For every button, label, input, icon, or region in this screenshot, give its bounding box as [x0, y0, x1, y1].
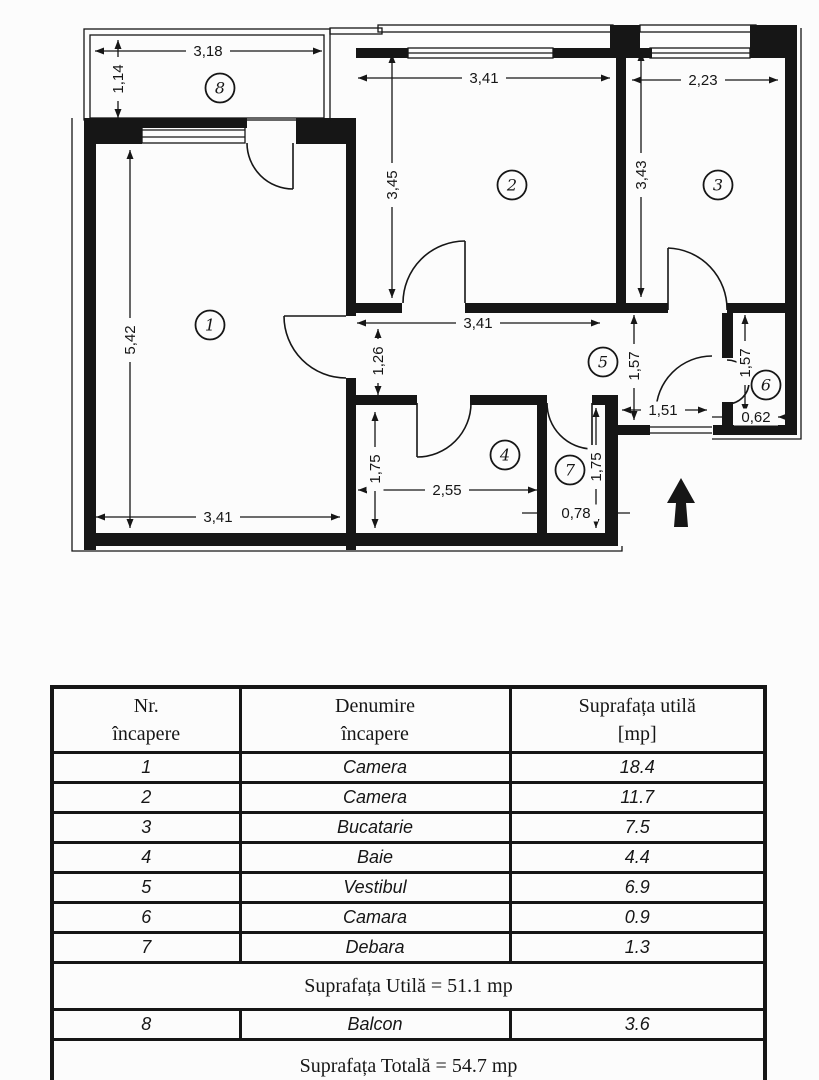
dim-debara-height: [588, 445, 606, 489]
svg-text:1,14: 1,14: [110, 64, 127, 94]
svg-text:3: 3: [712, 175, 724, 195]
svg-text:4: 4: [499, 445, 511, 465]
dimension-labels: [110, 43, 779, 527]
svg-text:7: 7: [564, 460, 576, 480]
dim-debara-width: [554, 505, 598, 523]
room-marker-1: [196, 311, 225, 340]
room1-door: [284, 316, 346, 378]
cell-name: Vestibul: [240, 873, 510, 903]
svg-text:2,55: 2,55: [432, 482, 462, 499]
table-row-balcony: [52, 1010, 765, 1040]
cell-name: Camara: [240, 903, 510, 933]
cell-area: 0.9: [510, 903, 765, 933]
dim-camara-height: [737, 341, 755, 385]
svg-text:1,57: 1,57: [737, 348, 754, 378]
cell-name: Balcon: [240, 1010, 510, 1040]
header-suprafata: Suprafața utilă [mp]: [510, 687, 765, 753]
dim-hall-height: [370, 339, 388, 383]
room-marker-5: [589, 348, 618, 377]
table-row: [52, 903, 765, 933]
cell-nr: 5: [52, 873, 240, 903]
room3-door: [668, 248, 727, 310]
room-marker-7: [556, 456, 585, 485]
dim-room3-width: [681, 72, 725, 90]
room-marker-3: [704, 171, 733, 200]
dim-lobby-height: [626, 344, 644, 388]
subtotal-text: Suprafața Utilă = 51.1 mp: [52, 963, 765, 1010]
area-table: [50, 685, 767, 1080]
table-row: [52, 843, 765, 873]
dim-room2-height: [384, 163, 402, 207]
cell-area: 11.7: [510, 783, 765, 813]
cell-nr: 4: [52, 843, 240, 873]
header-nr: Nr. încapere: [52, 687, 240, 753]
svg-text:1,75: 1,75: [588, 452, 605, 482]
svg-text:1,51: 1,51: [648, 402, 678, 419]
dim-room2-width: [462, 70, 506, 88]
header-denumire: Denumire încapere: [240, 687, 510, 753]
svg-text:2: 2: [506, 175, 518, 195]
walls: [84, 25, 797, 550]
svg-text:1,57: 1,57: [626, 351, 643, 381]
cell-nr: 1: [52, 753, 240, 783]
svg-text:8: 8: [214, 78, 226, 98]
cell-area: 18.4: [510, 753, 765, 783]
cell-area: 6.9: [510, 873, 765, 903]
dim-room3-height: [633, 153, 651, 197]
table-row: [52, 933, 765, 963]
dim-bath-height: [367, 447, 385, 491]
outlines: [72, 25, 801, 551]
cell-area: 1.3: [510, 933, 765, 963]
north-arrow-icon: [667, 478, 695, 527]
cell-name: Camera: [240, 753, 510, 783]
svg-text:0,78: 0,78: [561, 505, 591, 522]
svg-text:3,43: 3,43: [633, 160, 650, 190]
entry-door: [650, 356, 712, 433]
cell-nr: 3: [52, 813, 240, 843]
table-row: [52, 813, 765, 843]
svg-text:3,41: 3,41: [463, 315, 493, 332]
bath-door: [417, 403, 471, 457]
cell-area: 7.5: [510, 813, 765, 843]
dim-room1-width: [196, 509, 240, 527]
svg-text:3,41: 3,41: [203, 509, 233, 526]
room-marker-4: [491, 441, 520, 470]
dim-bath-width: [425, 482, 469, 500]
room-marker-8: [206, 74, 235, 103]
svg-text:2,23: 2,23: [688, 72, 718, 89]
cell-area: 4.4: [510, 843, 765, 873]
room3-window: [650, 48, 750, 58]
total-row: [52, 1040, 765, 1080]
svg-text:6: 6: [760, 375, 772, 395]
subtotal-row: [52, 963, 765, 1010]
dim-entry-width: [641, 402, 685, 420]
dim-hall-width: [456, 315, 500, 333]
cell-name: Bucatarie: [240, 813, 510, 843]
cell-nr: 2: [52, 783, 240, 813]
svg-text:1,75: 1,75: [367, 454, 384, 484]
dimension-lines: [95, 40, 797, 528]
table-row: [52, 753, 765, 783]
svg-text:3,18: 3,18: [193, 43, 223, 60]
room-marker-6: [752, 371, 781, 400]
room-markers: [196, 74, 781, 485]
table-row: [52, 873, 765, 903]
table-header-row: [52, 687, 765, 753]
dim-balcony-depth: [110, 57, 128, 101]
table-row: [52, 783, 765, 813]
cell-nr: 6: [52, 903, 240, 933]
svg-text:5,42: 5,42: [122, 325, 139, 355]
svg-text:5: 5: [597, 352, 609, 372]
svg-text:3,45: 3,45: [384, 170, 401, 200]
room2-window: [408, 48, 553, 58]
dim-room1-height: [122, 318, 140, 362]
cell-nr: 7: [52, 933, 240, 963]
svg-text:3,41: 3,41: [469, 70, 499, 87]
svg-text:0,62: 0,62: [741, 409, 771, 426]
dim-balcony-width: [186, 43, 230, 61]
room2-door: [403, 241, 465, 303]
svg-text:1,26: 1,26: [370, 346, 387, 376]
debara-door: [547, 403, 592, 449]
cell-name: Debara: [240, 933, 510, 963]
balcony-door: [247, 143, 293, 189]
room-marker-2: [498, 171, 527, 200]
svg-text:1: 1: [204, 315, 216, 335]
total-text: Suprafața Totală = 54.7 mp: [52, 1040, 765, 1080]
cell-nr: 8: [52, 1010, 240, 1040]
cell-name: Baie: [240, 843, 510, 873]
dim-camara-width: [734, 409, 778, 427]
cell-area: 3.6: [510, 1010, 765, 1040]
cell-name: Camera: [240, 783, 510, 813]
